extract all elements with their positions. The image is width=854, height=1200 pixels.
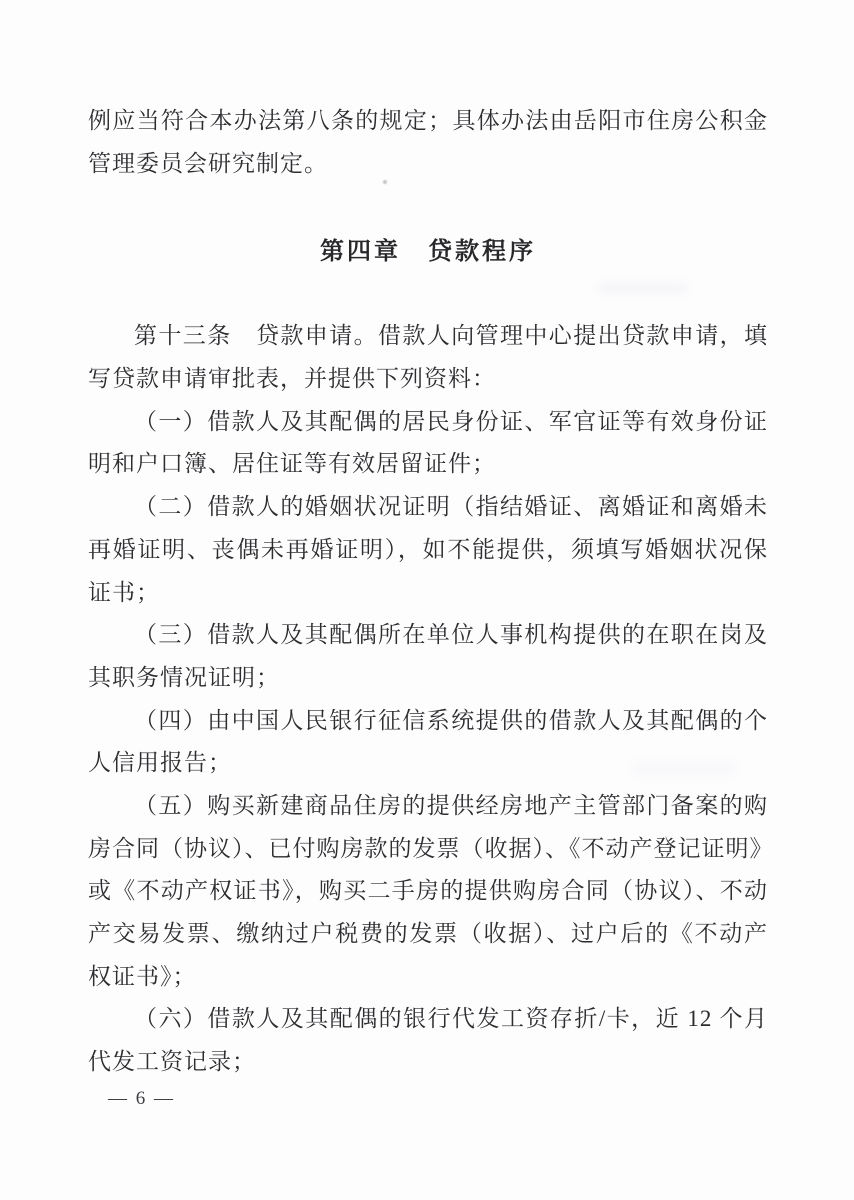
- page-number: — 6 —: [108, 1088, 175, 1109]
- text-line: 再婚证明、丧偶未再婚证明），如不能提供，须填写婚姻状况保: [88, 536, 768, 562]
- text-line: 管理委员会研究制定。: [88, 150, 328, 176]
- text-line: 例应当符合本办法第八条的规定；具体办法由岳阳市住房公积金: [88, 108, 768, 133]
- text-line: （二）借款人的婚姻状况证明（指结婚证、离婚证和离婚未: [134, 494, 768, 520]
- text-line: 权证书》；: [88, 963, 197, 989]
- text-line: 人信用报告；: [88, 750, 232, 776]
- text-line: （一）借款人及其配偶的居民身份证、军官证等有效身份证: [134, 408, 768, 434]
- main-paragraphs: [88, 315, 774, 1083]
- text-line: 第十三条 贷款申请。借款人向管理中心提出贷款申请，填: [134, 323, 768, 349]
- text-line: 写贷款申请审批表，并提供下列资料：: [88, 366, 496, 392]
- text-line: 明和户口簿、居住证等有效居留证件；: [88, 451, 496, 477]
- text-line: 其职务情况证明；: [88, 664, 280, 690]
- text-line: （五）购买新建商品住房的提供经房地产主管部门备案的购: [134, 792, 768, 818]
- text-line: （四）由中国人民银行征信系统提供的借款人及其配偶的个: [134, 707, 768, 733]
- intro-paragraph: [88, 100, 768, 185]
- text-line: （三）借款人及其配偶所在单位人事机构提供的在职在岗及: [134, 622, 768, 648]
- text-line: 证书；: [88, 579, 160, 605]
- text-line: （六）借款人及其配偶的银行代发工资存折/卡，近 12 个月: [134, 1006, 768, 1032]
- chapter-heading: 第四章 贷款程序: [320, 238, 536, 266]
- text-line: 房合同（协议）、已付购房款的发票（收据）、《不动产登记证明》: [88, 835, 774, 861]
- document-text-block: [88, 100, 774, 1084]
- text-line: 或《不动产权证书》，购买二手房的提供购房合同（协议）、不动: [88, 878, 768, 904]
- text-line: 代发工资记录；: [88, 1049, 256, 1075]
- text-line: 产交易发票、缴纳过户税费的发票（收据）、过户后的《不动产: [88, 921, 768, 946]
